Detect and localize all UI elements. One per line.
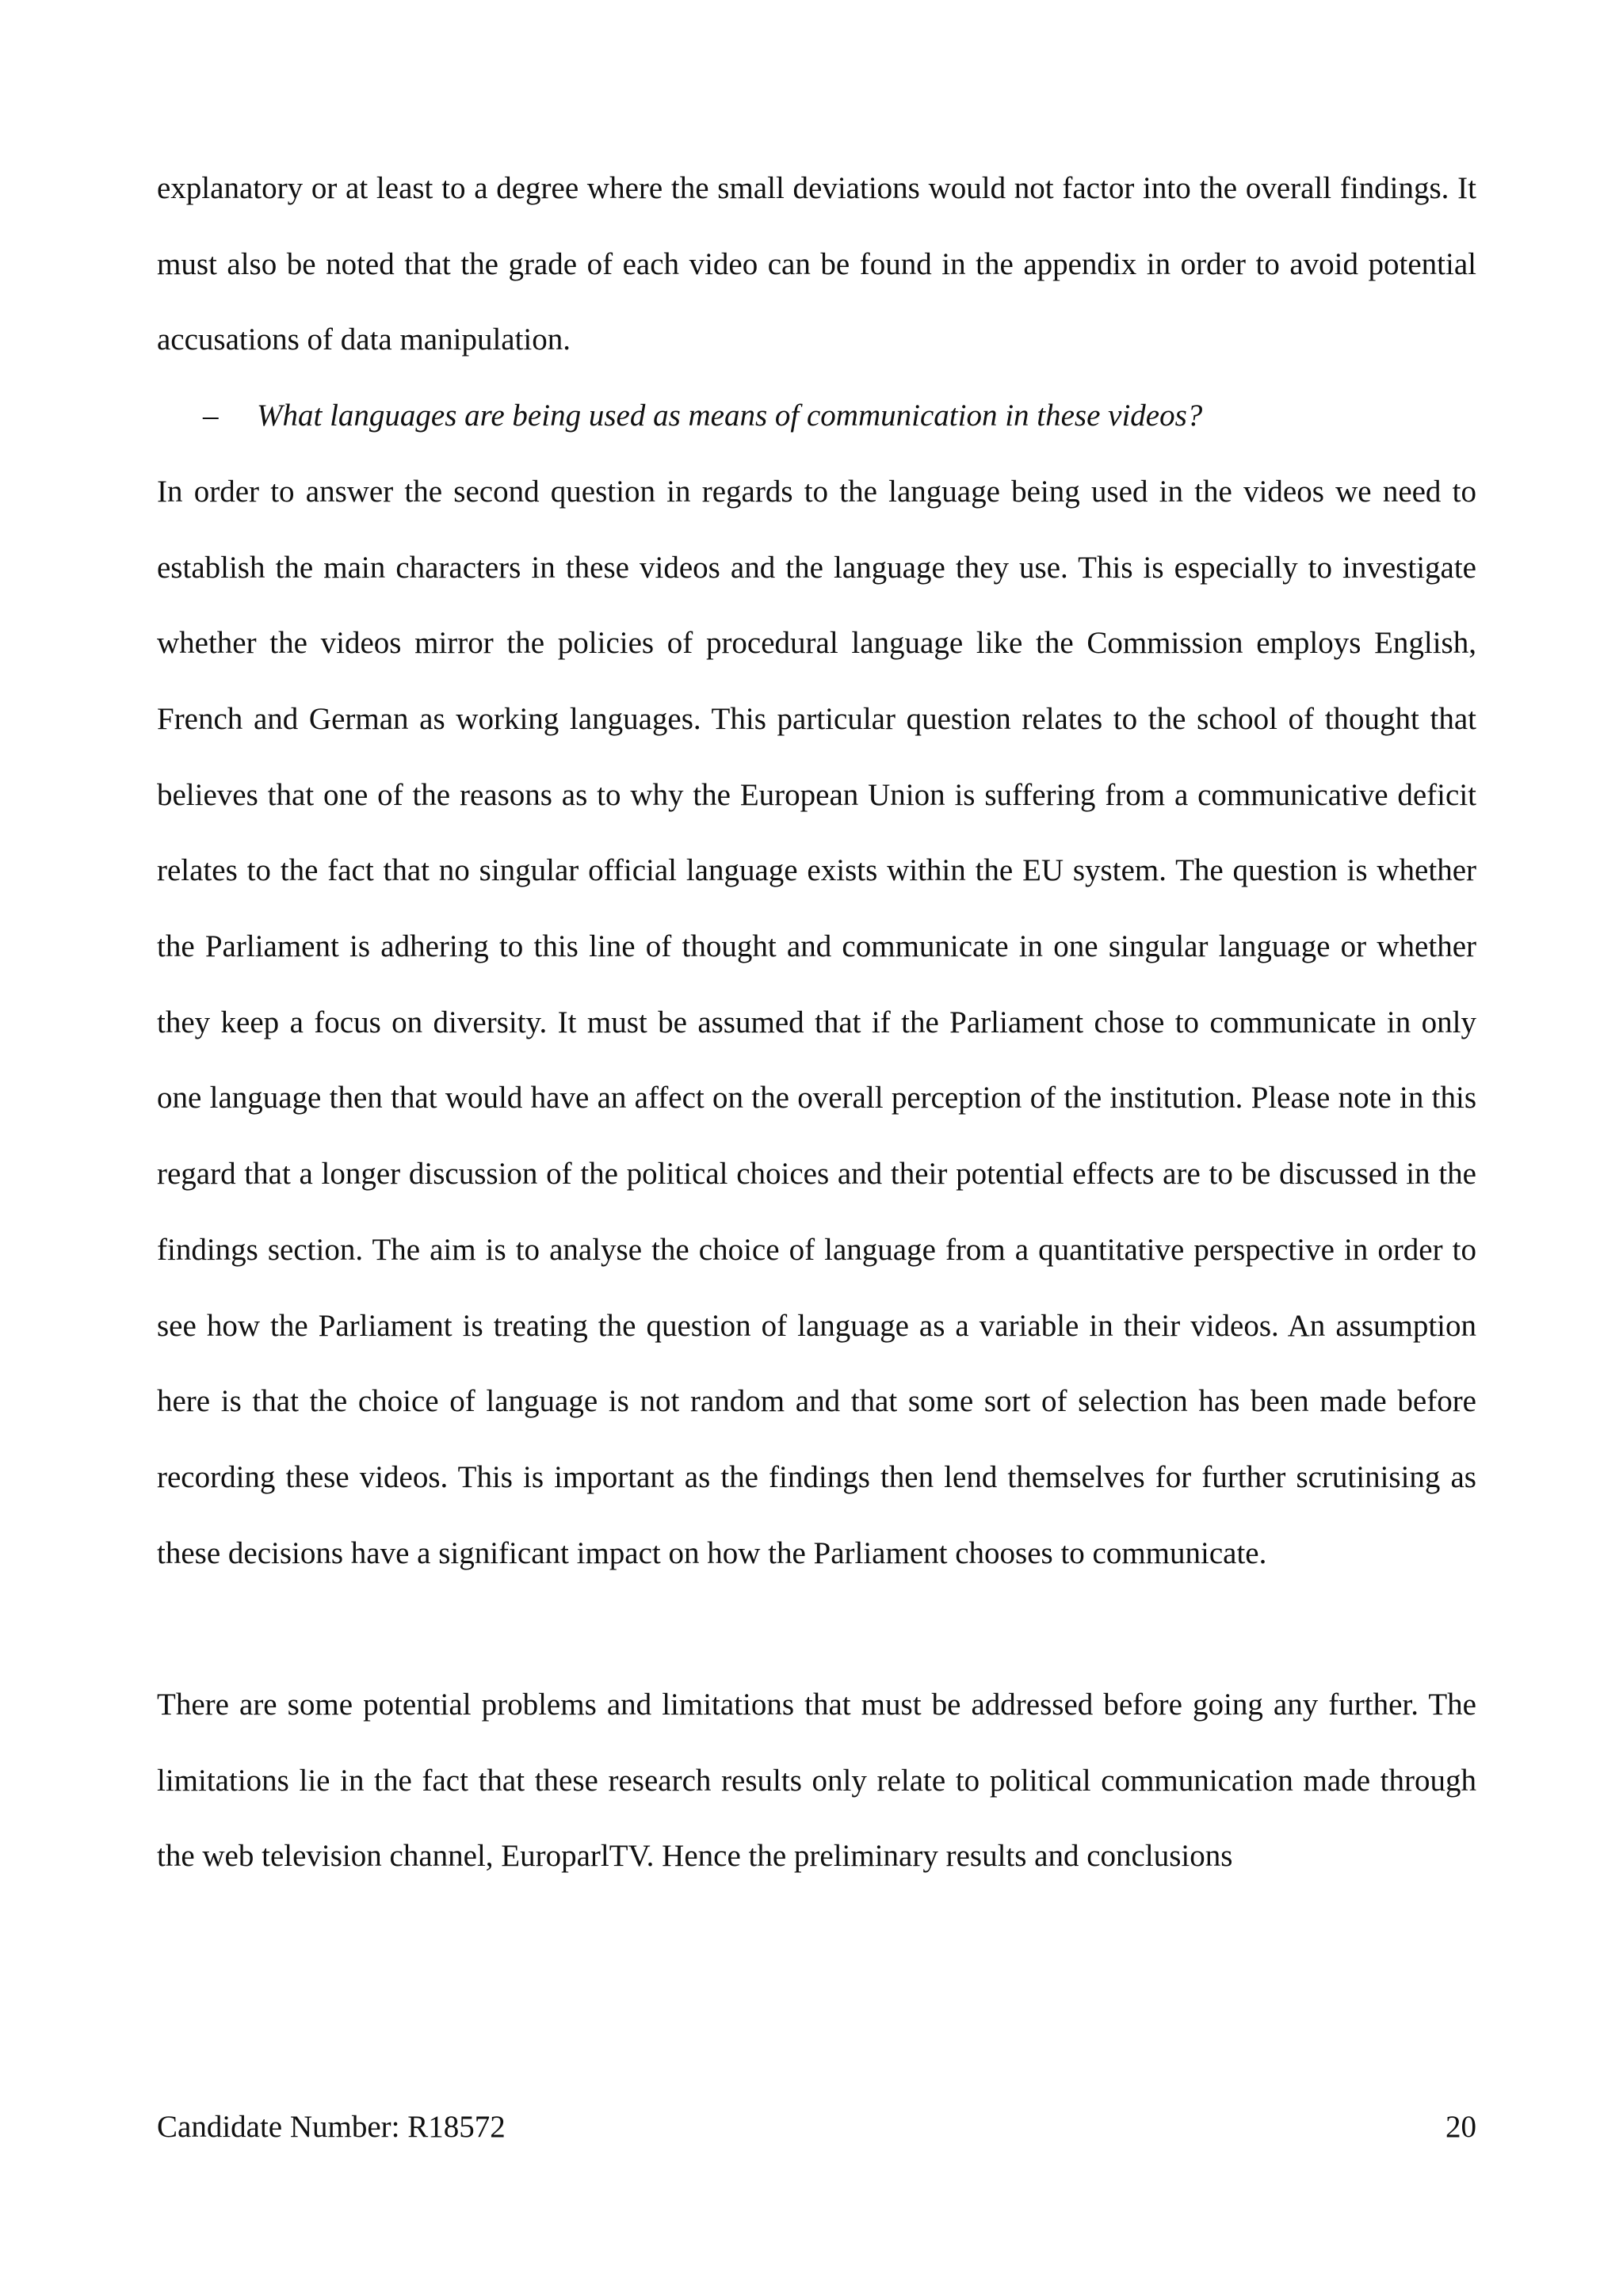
paragraph-limitations: There are some potential problems and limitations that must be addressed before going any further. The limitations lie in the fact that these research results only relate to political communication made through the web television channel, EuroparlTV. Hence the preliminary results and conclusions <box>157 1688 1476 1874</box>
page-footer <box>157 2103 1476 2151</box>
bullet-dash: – <box>203 399 219 433</box>
page-body <box>157 151 1476 1894</box>
paragraph-gap <box>157 1591 1476 1667</box>
research-question-bullet <box>157 378 1476 454</box>
paragraph-language-analysis: In order to answer the second question in regards to the language being used in the videos we need to establish the main characters in these videos and the language they use. This is especially to investigate whether the videos mirror the policies of procedural language like the Commission employs English, French and German as working languages. This particular question relates to the school of thought that believes that one of the reasons as to why the European Union is suffering from a communicative deficit relates to the fact that no singular official language exists within the EU system. The question is whether the Parliament is adhering to this line of thought and communicate in one singular language or whether they keep a focus on diversity. It must be assumed that if the Parliament chose to communicate in only one language then that would have an affect on the overall perception of the institution. Please note in this regard that a longer discussion of the political choices and their potential effects are to be discussed in the findings section. The aim is to analyse the choice of language from a quantitative perspective in order to see how the Parliament is treating the question of language as a variable in their videos. An assumption here is that the choice of language is not random and that some sort of selection has been made before recording these videos. This is important as the findings then lend themselves for further scrutinising as these decisions have a significant impact on how the Parliament chooses to communicate. <box>157 474 1476 1570</box>
paragraph-findings-note: explanatory or at least to a degree where the small deviations would not factor into the overall findings. It must also be noted that the grade of each video can be found in the appendix in order to avoid potential accusations of data manipulation. <box>157 171 1476 357</box>
page-number: 20 <box>1445 2110 1476 2144</box>
research-question-text: What languages are being used as means of communication in these videos? <box>257 399 1203 433</box>
candidate-number: Candidate Number: R18572 <box>157 2110 506 2144</box>
